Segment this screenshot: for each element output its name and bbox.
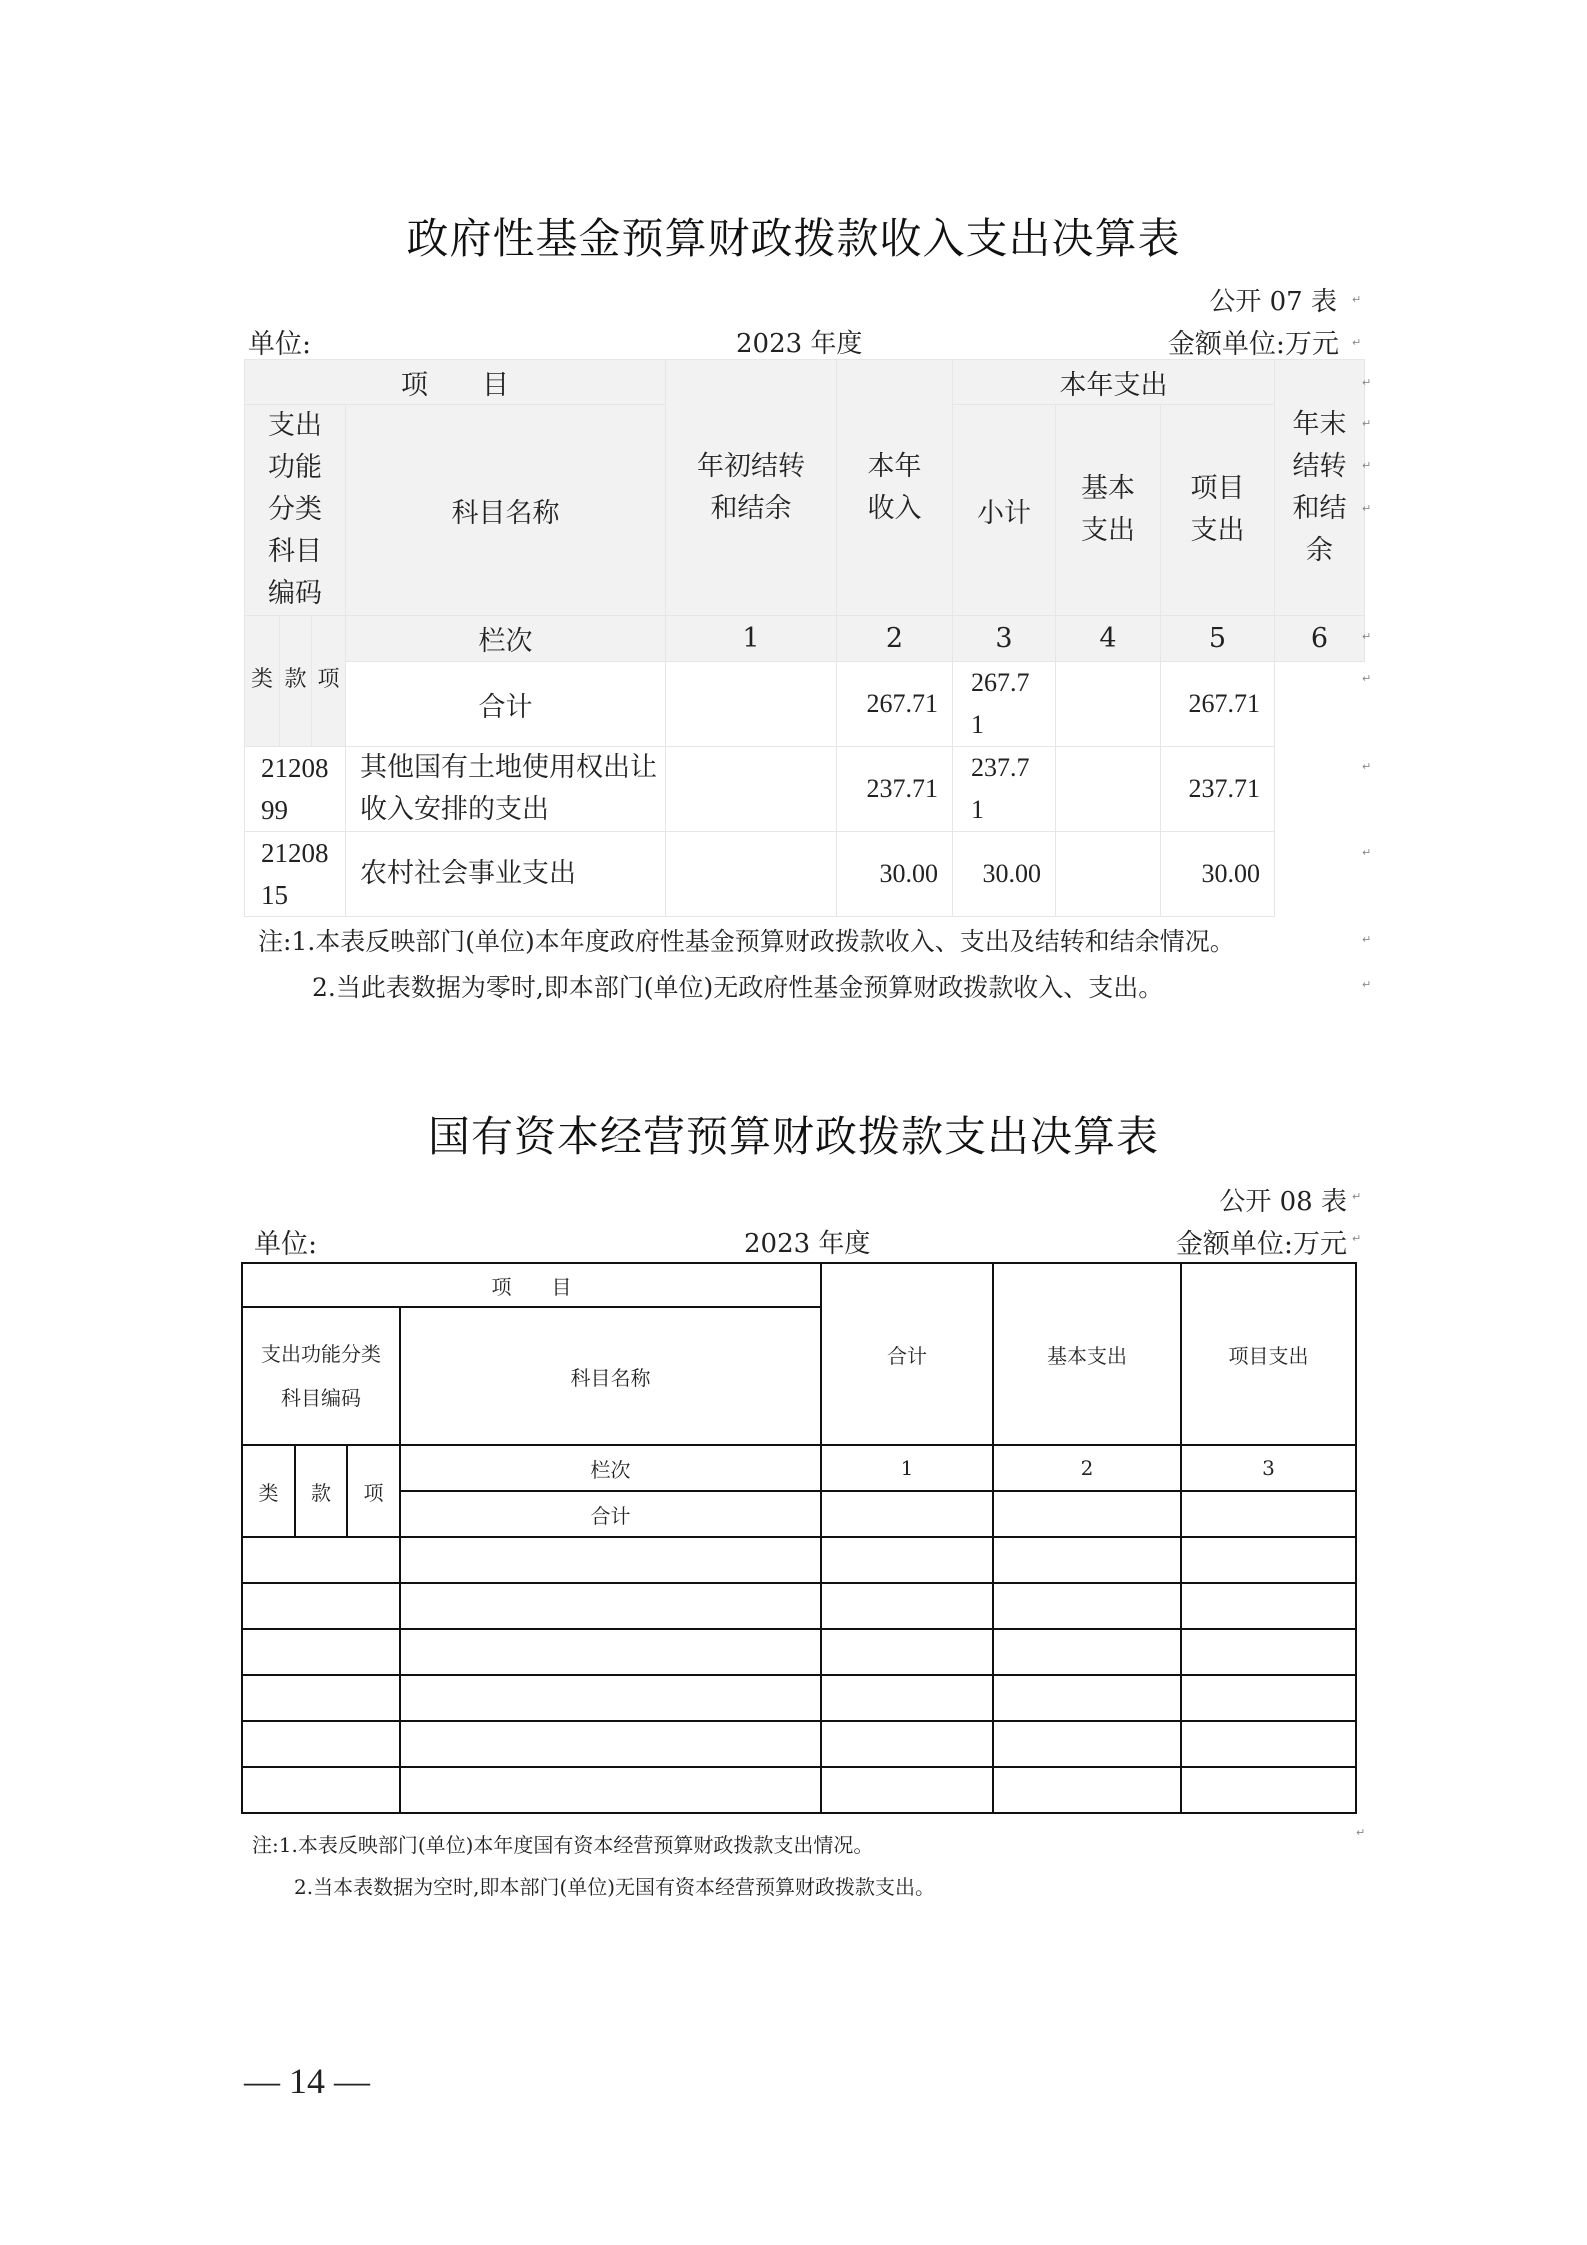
col-no-5: 5 bbox=[1161, 616, 1275, 662]
t2-header-total: 合计 bbox=[821, 1263, 993, 1445]
paragraph-mark-icon: ↵ bbox=[1362, 502, 1372, 515]
table-row bbox=[242, 1675, 1356, 1721]
t2-header-xiang: 项 bbox=[347, 1445, 400, 1537]
header-end-balance bbox=[1275, 360, 1365, 616]
col-no-6: 6 bbox=[1275, 616, 1365, 662]
t2-cell bbox=[242, 1537, 400, 1583]
t2-cell bbox=[821, 1721, 993, 1767]
t2-header-func-code-line2: 科目编码 bbox=[281, 1386, 361, 1410]
paragraph-mark-icon: ↵ bbox=[1362, 630, 1372, 643]
t2-cell bbox=[1181, 1767, 1356, 1813]
t2-cell bbox=[821, 1767, 993, 1813]
paragraph-mark-icon: ↵ bbox=[1362, 459, 1372, 472]
paragraph-mark-icon: ↵ bbox=[1352, 1232, 1362, 1245]
table-row bbox=[242, 1767, 1356, 1813]
t2-cell bbox=[1181, 1675, 1356, 1721]
table2-amount-unit: 金额单位:万元 bbox=[1175, 1229, 1347, 1260]
table-row bbox=[245, 662, 1365, 747]
t2-cell bbox=[400, 1767, 821, 1813]
t2-cell bbox=[821, 1491, 993, 1537]
cell-basic bbox=[1056, 832, 1161, 917]
header-lei: 类 bbox=[245, 616, 280, 747]
t2-cell bbox=[1181, 1583, 1356, 1629]
col-no-3: 3 bbox=[953, 616, 1056, 662]
cell-end bbox=[1275, 747, 1365, 832]
t2-header-column-no: 栏次 bbox=[400, 1445, 821, 1491]
t2-header-lei: 类 bbox=[242, 1445, 295, 1537]
header-kuan: 款 bbox=[280, 616, 312, 747]
cell-subtotal bbox=[953, 747, 1056, 832]
header-current-income bbox=[837, 360, 953, 616]
table-row bbox=[242, 1583, 1356, 1629]
cell-project: 267.71 bbox=[1161, 662, 1275, 747]
t2-header-func-code-line1: 支出功能分类 bbox=[261, 1342, 381, 1366]
t2-cell bbox=[400, 1721, 821, 1767]
t2-total-row-label: 合计 bbox=[400, 1491, 821, 1537]
table1-note-2: 2.当此表数据为零时,即本部门(单位)无政府性基金预算财政拨款收入、支出。 bbox=[312, 973, 1164, 1002]
cell-begin bbox=[666, 747, 837, 832]
cell-end bbox=[1275, 662, 1365, 747]
t2-cell bbox=[821, 1675, 993, 1721]
header-project-expense-text: 项目支出 bbox=[1190, 473, 1245, 546]
t2-cell bbox=[242, 1767, 400, 1813]
header-current-income-text: 本年收入 bbox=[867, 450, 922, 524]
t2-cell bbox=[242, 1583, 400, 1629]
col-no-4: 4 bbox=[1056, 616, 1161, 662]
header-func-code bbox=[245, 405, 346, 616]
cell-end bbox=[1275, 832, 1365, 917]
t2-cell bbox=[993, 1675, 1181, 1721]
t2-col-no-2: 2 bbox=[993, 1445, 1181, 1491]
t2-cell bbox=[821, 1537, 993, 1583]
table1-amount-unit: 金额单位:万元 bbox=[1167, 329, 1339, 360]
cell-income: 30.00 bbox=[837, 832, 953, 917]
header-xiang: 项 bbox=[312, 616, 346, 747]
cell-basic bbox=[1056, 747, 1161, 832]
t2-cell bbox=[993, 1721, 1181, 1767]
table2 bbox=[241, 1262, 1357, 1814]
t2-cell bbox=[821, 1583, 993, 1629]
header-item: 项 目 bbox=[245, 360, 666, 405]
header-func-code-text: 支出功能分类科目编码 bbox=[268, 410, 322, 609]
t2-cell bbox=[242, 1721, 400, 1767]
paragraph-mark-icon: ↵ bbox=[1356, 1826, 1366, 1839]
t2-cell bbox=[400, 1537, 821, 1583]
cell-begin bbox=[666, 662, 837, 747]
header-column-no: 栏次 bbox=[346, 616, 666, 662]
paragraph-mark-icon: ↵ bbox=[1362, 846, 1372, 859]
t2-header-basic-expense: 基本支出 bbox=[993, 1263, 1181, 1445]
table1-unit-label: 单位: bbox=[248, 329, 312, 360]
table-row bbox=[242, 1537, 1356, 1583]
paragraph-mark-icon: ↵ bbox=[1362, 978, 1372, 991]
cell-income: 267.71 bbox=[837, 662, 953, 747]
table2-year: 2023 年度 bbox=[744, 1229, 871, 1259]
cell-subtotal bbox=[953, 662, 1056, 747]
t2-cell bbox=[993, 1583, 1181, 1629]
t2-header-subject-name: 科目名称 bbox=[400, 1307, 821, 1445]
t2-header-func-code bbox=[242, 1307, 400, 1445]
paragraph-mark-icon: ↵ bbox=[1362, 933, 1372, 946]
table1-title: 政府性基金预算财政拨款收入支出决算表 bbox=[406, 214, 1181, 263]
cell-subtotal-text: 267.71 bbox=[971, 668, 1030, 739]
col-no-1: 1 bbox=[666, 616, 837, 662]
t2-cell bbox=[993, 1491, 1181, 1537]
header-subtotal: 小计 bbox=[953, 405, 1056, 616]
header-basic-expense-text: 基本支出 bbox=[1081, 473, 1135, 546]
paragraph-mark-icon: ↵ bbox=[1362, 760, 1372, 773]
header-project-expense bbox=[1161, 405, 1275, 616]
cell-basic bbox=[1056, 662, 1161, 747]
t2-header-kuan: 款 bbox=[295, 1445, 347, 1537]
table-row bbox=[245, 832, 1365, 917]
t2-cell bbox=[400, 1675, 821, 1721]
t2-cell bbox=[821, 1629, 993, 1675]
t2-cell bbox=[400, 1583, 821, 1629]
table1-year: 2023 年度 bbox=[736, 329, 863, 359]
table1-note-1: 注:1.本表反映部门(单位)本年度政府性基金预算财政拨款收入、支出及结转和结余情况。 bbox=[258, 927, 1235, 956]
cell-project: 237.71 bbox=[1161, 747, 1275, 832]
t2-cell bbox=[1181, 1629, 1356, 1675]
table1-form-no: 公开 07 表 bbox=[1209, 287, 1337, 317]
cell-code-text: 2120899 bbox=[261, 753, 329, 825]
t2-cell bbox=[993, 1537, 1181, 1583]
paragraph-mark-icon: ↵ bbox=[1352, 293, 1362, 306]
t2-cell bbox=[1181, 1491, 1356, 1537]
cell-project: 30.00 bbox=[1161, 832, 1275, 917]
table1 bbox=[244, 359, 1365, 917]
header-begin-balance-text: 年初结转和结余 bbox=[697, 450, 805, 524]
paragraph-mark-icon: ↵ bbox=[1362, 376, 1372, 389]
header-current-year-expense: 本年支出 bbox=[953, 360, 1275, 405]
t2-cell bbox=[400, 1629, 821, 1675]
cell-income: 237.71 bbox=[837, 747, 953, 832]
table2-note-2: 2.当本表数据为空时,即本部门(单位)无国有资本经营预算财政拨款支出。 bbox=[294, 1875, 936, 1899]
cell-code-text: 2120815 bbox=[261, 838, 329, 910]
cell-code bbox=[245, 747, 346, 832]
table-row bbox=[242, 1629, 1356, 1675]
row-total-label: 合计 bbox=[346, 662, 666, 747]
cell-code bbox=[245, 832, 346, 917]
t2-col-no-1: 1 bbox=[821, 1445, 993, 1491]
t2-cell bbox=[993, 1767, 1181, 1813]
t2-cell bbox=[1181, 1721, 1356, 1767]
paragraph-mark-icon: ↵ bbox=[1362, 417, 1372, 430]
header-subject-name: 科目名称 bbox=[346, 405, 666, 616]
t2-cell bbox=[242, 1675, 400, 1721]
t2-header-project-expense: 项目支出 bbox=[1181, 1263, 1356, 1445]
t2-cell bbox=[242, 1629, 400, 1675]
header-begin-balance bbox=[666, 360, 837, 616]
paragraph-mark-icon: ↵ bbox=[1352, 1190, 1362, 1203]
paragraph-mark-icon: ↵ bbox=[1362, 672, 1372, 685]
table2-title: 国有资本经营预算财政拨款支出决算表 bbox=[427, 1112, 1159, 1161]
table-row bbox=[245, 747, 1365, 832]
t2-header-item: 项 目 bbox=[242, 1263, 821, 1307]
table2-note-1: 注:1.本表反映部门(单位)本年度国有资本经营预算财政拨款支出情况。 bbox=[252, 1833, 874, 1857]
paragraph-mark-icon: ↵ bbox=[1352, 336, 1362, 349]
t2-col-no-3: 3 bbox=[1181, 1445, 1356, 1491]
t2-cell bbox=[1181, 1537, 1356, 1583]
table2-unit-label: 单位: bbox=[254, 1229, 318, 1260]
col-no-2: 2 bbox=[837, 616, 953, 662]
header-basic-expense bbox=[1056, 405, 1161, 616]
header-end-balance-text: 年末结转和结余 bbox=[1292, 408, 1347, 566]
cell-subtotal: 30.00 bbox=[953, 832, 1056, 917]
table-row bbox=[242, 1721, 1356, 1767]
cell-subtotal-text: 237.71 bbox=[971, 753, 1030, 824]
page-number: — 14 — bbox=[244, 2061, 370, 2101]
cell-begin bbox=[666, 832, 837, 917]
t2-cell bbox=[993, 1629, 1181, 1675]
cell-name: 其他国有土地使用权出让收入安排的支出 bbox=[346, 747, 666, 832]
cell-name: 农村社会事业支出 bbox=[346, 832, 666, 917]
table2-form-no: 公开 08 表 bbox=[1219, 1187, 1347, 1217]
